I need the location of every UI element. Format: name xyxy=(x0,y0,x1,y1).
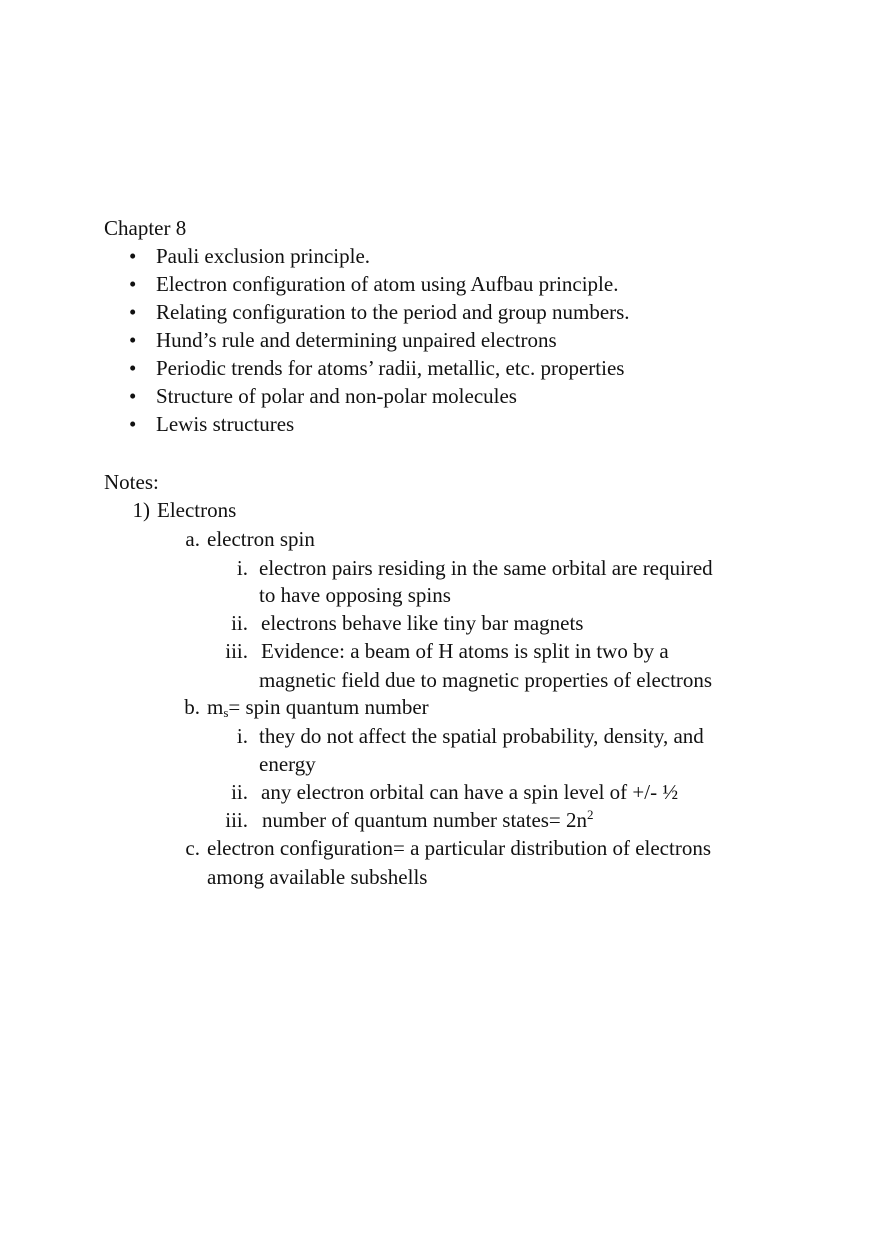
topic-item: • Lewis structures xyxy=(129,412,295,436)
note-line: number of quantum number states= $2n^2$ xyxy=(262,807,594,832)
item-numeral: ii. xyxy=(231,780,248,804)
subsection-letter: b. xyxy=(184,695,200,719)
superscript: 2 xyxy=(587,807,594,822)
note-line: electron pairs residing in the same orbital are required xyxy=(259,556,713,580)
item-numeral: iii. xyxy=(225,808,248,832)
item-numeral: ii. xyxy=(231,611,248,635)
subsection-letter: c. xyxy=(185,836,200,860)
notes-title: Notes: xyxy=(104,470,159,494)
topic-item: • Structure of polar and non-polar molecules xyxy=(129,384,517,408)
section-heading: Electrons xyxy=(157,498,237,522)
bullet-icon: • xyxy=(129,412,137,436)
note-line: among available subshells xyxy=(207,865,428,889)
bullet-icon: • xyxy=(129,328,137,352)
note-line: any electron orbital can have a spin level of +/- ½ xyxy=(261,780,679,804)
bullet-icon: • xyxy=(129,272,137,296)
subsection-heading: electron spin xyxy=(207,527,315,551)
bullet-icon: • xyxy=(129,384,137,408)
item-numeral: i. xyxy=(236,724,248,748)
note-line: magnetic field due to magnetic properties of electrons xyxy=(259,668,713,692)
item-numeral: iii. xyxy=(225,639,248,663)
chapter-title: Chapter 8 xyxy=(104,216,187,240)
subscript: s xyxy=(223,705,229,720)
note-line: Evidence: a beam of H atoms is split in two by a xyxy=(261,639,669,663)
subsection-heading: $m_s=$ spin quantum number xyxy=(207,695,429,720)
note-line: they do not affect the spatial probability, density, and xyxy=(259,724,704,748)
bullet-icon: • xyxy=(129,356,137,380)
topic-item: • Pauli exclusion principle. xyxy=(129,244,371,268)
topic-item: • Relating configuration to the period and group numbers. xyxy=(129,300,630,324)
note-line: electron configuration= a particular distribution of electrons xyxy=(207,836,711,860)
section-number: 1) xyxy=(132,498,150,522)
note-line: to have opposing spins xyxy=(259,583,451,607)
topic-item: • Periodic trends for atoms’ radii, metallic, etc. properties xyxy=(129,356,625,380)
topic-item: • Electron configuration of atom using Aufbau principle. xyxy=(129,272,619,296)
item-numeral: i. xyxy=(236,556,248,580)
bullet-icon: • xyxy=(129,244,137,268)
note-line: energy xyxy=(259,752,316,776)
subsection-letter: a. xyxy=(185,527,200,551)
note-line: electrons behave like tiny bar magnets xyxy=(261,611,584,635)
chapter-topic-list xyxy=(104,242,630,438)
topic-item: • Hund’s rule and determining unpaired electrons xyxy=(129,328,557,352)
bullet-icon: • xyxy=(129,300,137,324)
